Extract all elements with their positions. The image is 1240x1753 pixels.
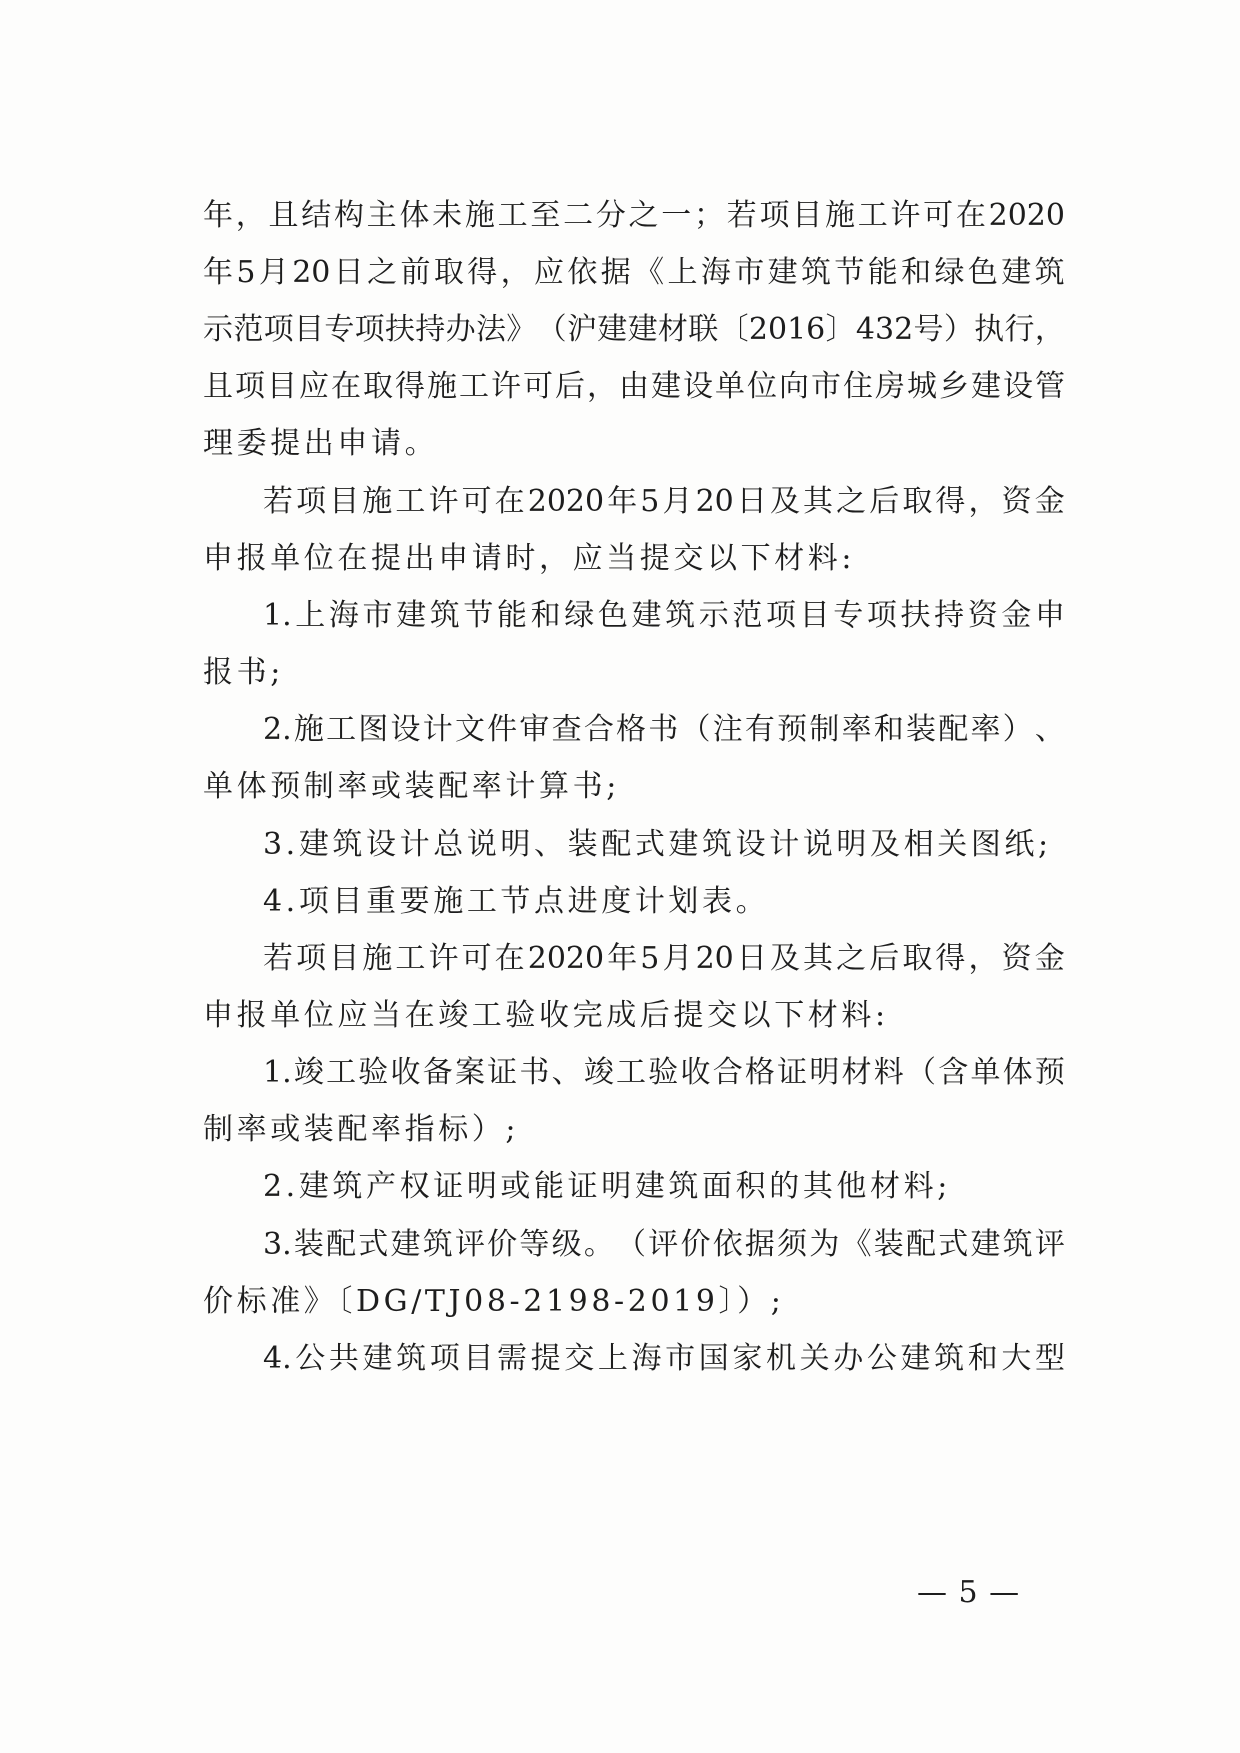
list-item-line: 4. 公 共 建 筑 项 目 需 提 交 上 海 市 国 家 机 关 办 公 建 筑 和 大 型 [263, 1341, 1065, 1376]
list-item-line: 4.项目重要施工节点进度计划表。 [263, 884, 770, 919]
text-line: 且 项 目 应 在 取 得 施 工 许 可 后 ， 由 建 设 单 位 向 市 住 房 城 乡 建 设 管 [203, 369, 1065, 404]
text-line: 年 ， 且 结 构 主 体 未 施 工 至 二 分 之 一 ； 若 项 目 施 工 许 可 在 2020 [203, 198, 1065, 233]
text-line: 申报单位在提出申请时，应当提交以下材料: [203, 541, 856, 576]
text-line: 制率或装配率指标）; [203, 1112, 520, 1147]
paragraph-first-line: 若 项 目 施 工 许 可 在 2020 年 5 月 20 日 及 其 之 后 取 得 ， 资 金 [263, 941, 1065, 976]
text-line: 理委提出申请。 [203, 426, 439, 461]
list-item-line: 3. 装 配 式 建 筑 评 价 等 级 。 （ 评 价 依 据 须 为 《 装 配 式 建 筑 评 [263, 1227, 1065, 1262]
text-line: 申报单位应当在竣工验收完成后提交以下材料: [203, 998, 889, 1033]
paragraph-first-line: 若 项 目 施 工 许 可 在 2020 年 5 月 20 日 及 其 之 后 取 得 ， 资 金 [263, 484, 1065, 519]
list-item-line: 1. 上 海 市 建 筑 节 能 和 绿 色 建 筑 示 范 项 目 专 项 扶 持 资 金 申 [263, 598, 1065, 633]
text-line: 年 5 月 20 日 之 前 取 得 ， 应 依 据 《 上 海 市 建 筑 节 能 和 绿 色 建 筑 [203, 255, 1065, 290]
list-item-line: 1. 竣 工 验 收 备 案 证 书 、 竣 工 验 收 合 格 证 明 材 料 （ 含 单 体 预 [263, 1055, 1065, 1090]
text-line: 单体预制率或装配率计算书; [203, 769, 620, 804]
list-item-line: 3.建筑设计总说明、装配式建筑设计说明及相关图纸; [263, 827, 1052, 862]
list-item-line: 2.建筑产权证明或能证明建筑面积的其他材料; [263, 1169, 951, 1204]
text-line: 价标准》〔DG/TJ08-2198-2019〕）; [203, 1284, 785, 1319]
text-line: 示 范 项 目 专 项 扶 持 办 法 》 （ 沪 建 建 材 联 〔 2016 〕 432 号 ） 执 行 ， [203, 312, 1065, 347]
text-line: 报书; [203, 655, 284, 690]
page-number: — 5 — [917, 1575, 1021, 1610]
list-item-line: 2. 施 工 图 设 计 文 件 审 查 合 格 书 （ 注 有 预 制 率 和 装 配 率 ） 、 [263, 712, 1065, 747]
